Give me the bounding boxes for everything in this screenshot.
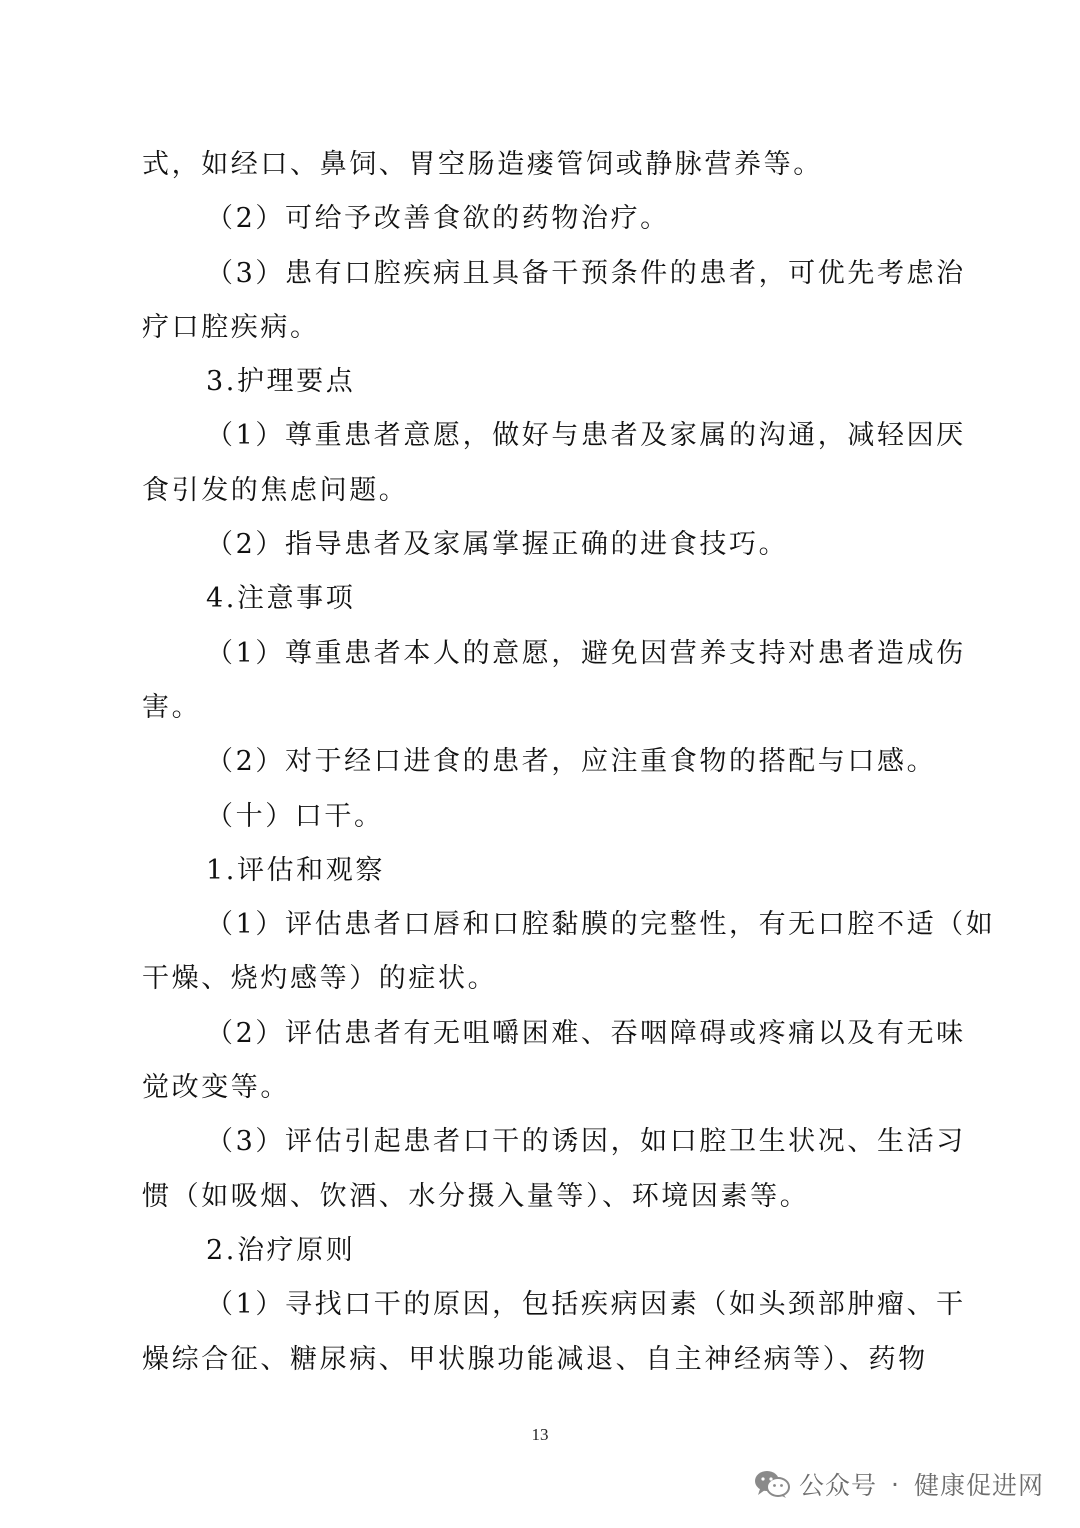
chapter-heading: （十）口干。 [206, 800, 384, 832]
text-line: 式，如经口、鼻饲、胃空肠造瘘管饲或静脉营养等。 [142, 149, 823, 180]
text-line: （2）评估患者有无咀嚼困难、吞咽障碍或疼痛以及有无味 [206, 1017, 966, 1049]
section-heading: 4.注意事项 [206, 583, 356, 615]
text-line: （2）可给予改善食欲的药物治疗。 [206, 203, 670, 235]
watermark-label: 公众号 [799, 1471, 878, 1500]
watermark-separator: · [891, 1469, 900, 1499]
text-line: 干燥、烧灼感等）的症状。 [142, 963, 498, 995]
text-line: 食引发的焦虑问题。 [142, 474, 409, 506]
text-line: 惯（如吸烟、饮酒、水分摄入量等）、环境因素等。 [142, 1180, 810, 1212]
watermark-account: 健康促进网 [913, 1471, 1044, 1500]
text-line: 疗口腔疾病。 [142, 311, 320, 343]
text-line: （1）寻找口干的原因，包括疾病因素（如头颈部肿瘤、干 [206, 1289, 966, 1321]
text-line: （1）尊重患者本人的意愿，避免因营养支持对患者造成伤 [206, 637, 966, 669]
text-line: （1）尊重患者意愿，做好与患者及家属的沟通，减轻因厌 [206, 420, 966, 452]
text-line: （2）指导患者及家属掌握正确的进食技巧。 [206, 529, 789, 561]
text-line: （1）评估患者口唇和口腔黏膜的完整性，有无口腔不适（如 [206, 909, 996, 941]
page-number: 13 [531, 1425, 549, 1444]
text-line: （2）对于经口进食的患者，应注重食物的搭配与口感。 [206, 746, 937, 778]
text-line: 燥综合征、糖尿病、甲状腺功能减退、自主神经病等）、药物 [142, 1343, 928, 1375]
wechat-icon [753, 1469, 791, 1499]
section-heading: 2.治疗原则 [206, 1234, 356, 1266]
section-heading: 1.评估和观察 [206, 854, 385, 886]
body-text [142, 138, 996, 1387]
section-heading: 3.护理要点 [206, 366, 356, 398]
text-line: 害。 [142, 691, 202, 723]
watermark [753, 1462, 1044, 1506]
text-line: （3）患有口腔疾病且具备干预条件的患者，可优先考虑治 [206, 257, 966, 289]
text-line: （3）评估引起患者口干的诱因，如口腔卫生状况、生活习 [206, 1126, 966, 1158]
text-line: 觉改变等。 [142, 1072, 290, 1104]
